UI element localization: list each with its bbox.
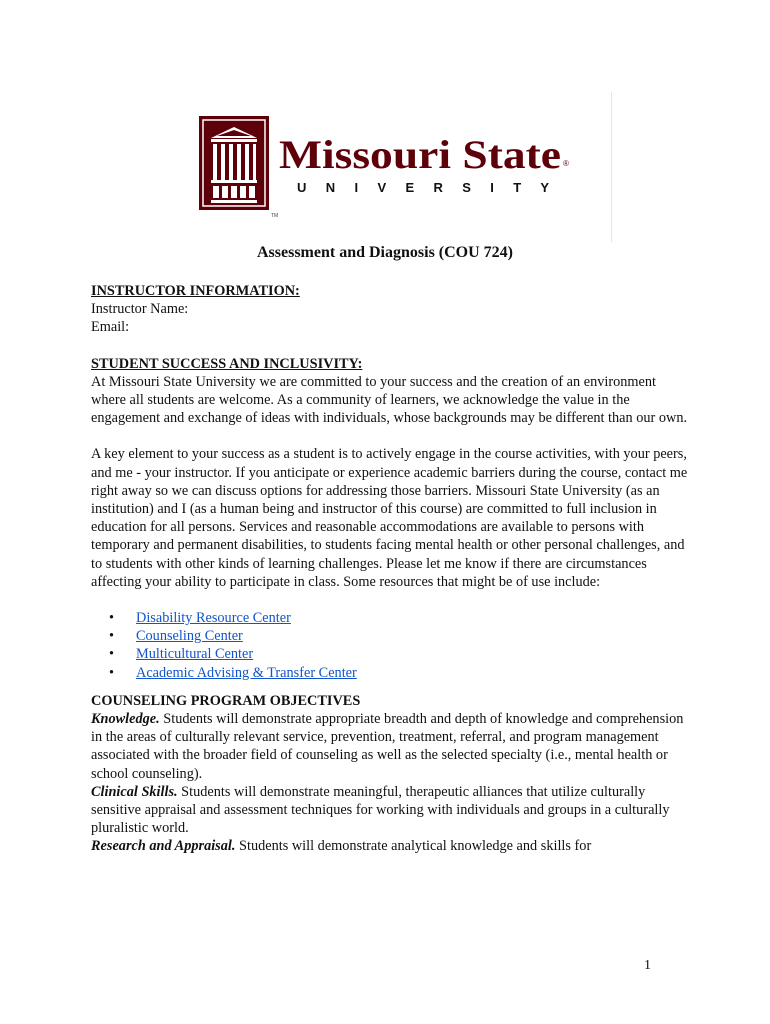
objective-term: Clinical Skills.	[91, 783, 178, 800]
success-heading: STUDENT SUCCESS AND INCLUSIVITY:	[91, 355, 363, 372]
objectives-heading: COUNSELING PROGRAM OBJECTIVES	[91, 692, 361, 709]
page-number: 1	[644, 958, 651, 973]
success-paragraph-2: A key element to your success as a student is to actively engage in the course activities, with your peers, and me - your instructor. If you anticipate or experience academic barriers during the course, contact me right away so we can discuss options for addressing those barriers. Missouri State University (as an institution) and I (as a human being and instructor of this course) are committed to full inclusion in education for all persons. Services and reasonable accommodations are available to persons with temporary and permanent disabilities, to students facing mental health or other personal challenges, and to students with other kinds of learning challenges. Please let me know if there are circumstances affecting your ability to participate in class. Some resources that might be of use include:	[91, 446, 688, 590]
objective-term: Knowledge.	[91, 711, 160, 728]
objective-text: Students will demonstrate analytical knowledge and skills for	[235, 838, 592, 855]
objective-research	[91, 837, 691, 855]
objective-term: Research and Appraisal.	[91, 838, 236, 855]
university-logo	[199, 116, 579, 218]
multicultural-center-link[interactable]: Multicultural Center	[136, 646, 254, 663]
instructor-name-label: Instructor Name:	[91, 301, 189, 318]
building-icon	[199, 116, 269, 210]
list-item	[109, 664, 691, 682]
objective-clinical-skills	[91, 783, 691, 838]
logo-wordmark: Missouri State	[279, 132, 561, 177]
trademark-mark: TM	[271, 213, 279, 218]
resource-list	[91, 609, 691, 682]
academic-advising-link[interactable]: Academic Advising & Transfer Center	[136, 664, 357, 681]
instructor-email-label: Email:	[91, 319, 130, 336]
list-item	[109, 609, 691, 627]
bullet-icon: •	[109, 610, 115, 627]
registered-mark: ®	[563, 159, 569, 168]
logo-graphic	[199, 116, 579, 218]
objective-text: Students will demonstrate meaningful, therapeutic alliances that utilize culturally sensitive appraisal and assessment techniques for working with individuals and groups in a culturally pluralistic world.	[91, 783, 670, 837]
instructor-heading: INSTRUCTOR INFORMATION:	[91, 283, 300, 299]
page-divider-line	[611, 92, 612, 242]
logo-subtitle: U N I V E R S I T Y	[297, 180, 549, 195]
success-paragraph-1: At Missouri State University we are committed to your success and the creation of an environment where all students are welcome. As a community of learners, we acknowledge the value in the engagement and exchange of ideas with individuals, whose backgrounds may be different than our own.	[91, 373, 688, 427]
counseling-center-link[interactable]: Counseling Center	[136, 628, 243, 645]
bullet-icon: •	[109, 646, 115, 663]
document-body	[91, 282, 691, 856]
objective-text: Students will demonstrate appropriate breadth and depth of knowledge and comprehension in the areas of culturally relevant service, prevention, treatment, referral, and program management associated with the broader field of counseling as well as the selected specialty (i.e., mental health or school counseling).	[91, 711, 684, 782]
list-item	[109, 627, 691, 645]
list-item	[109, 645, 691, 663]
bullet-icon: •	[109, 664, 115, 681]
objective-knowledge	[91, 710, 691, 783]
disability-resource-center-link[interactable]: Disability Resource Center	[136, 610, 291, 627]
document-title: Assessment and Diagnosis (COU 724)	[256, 244, 514, 261]
bullet-icon: •	[109, 628, 115, 645]
